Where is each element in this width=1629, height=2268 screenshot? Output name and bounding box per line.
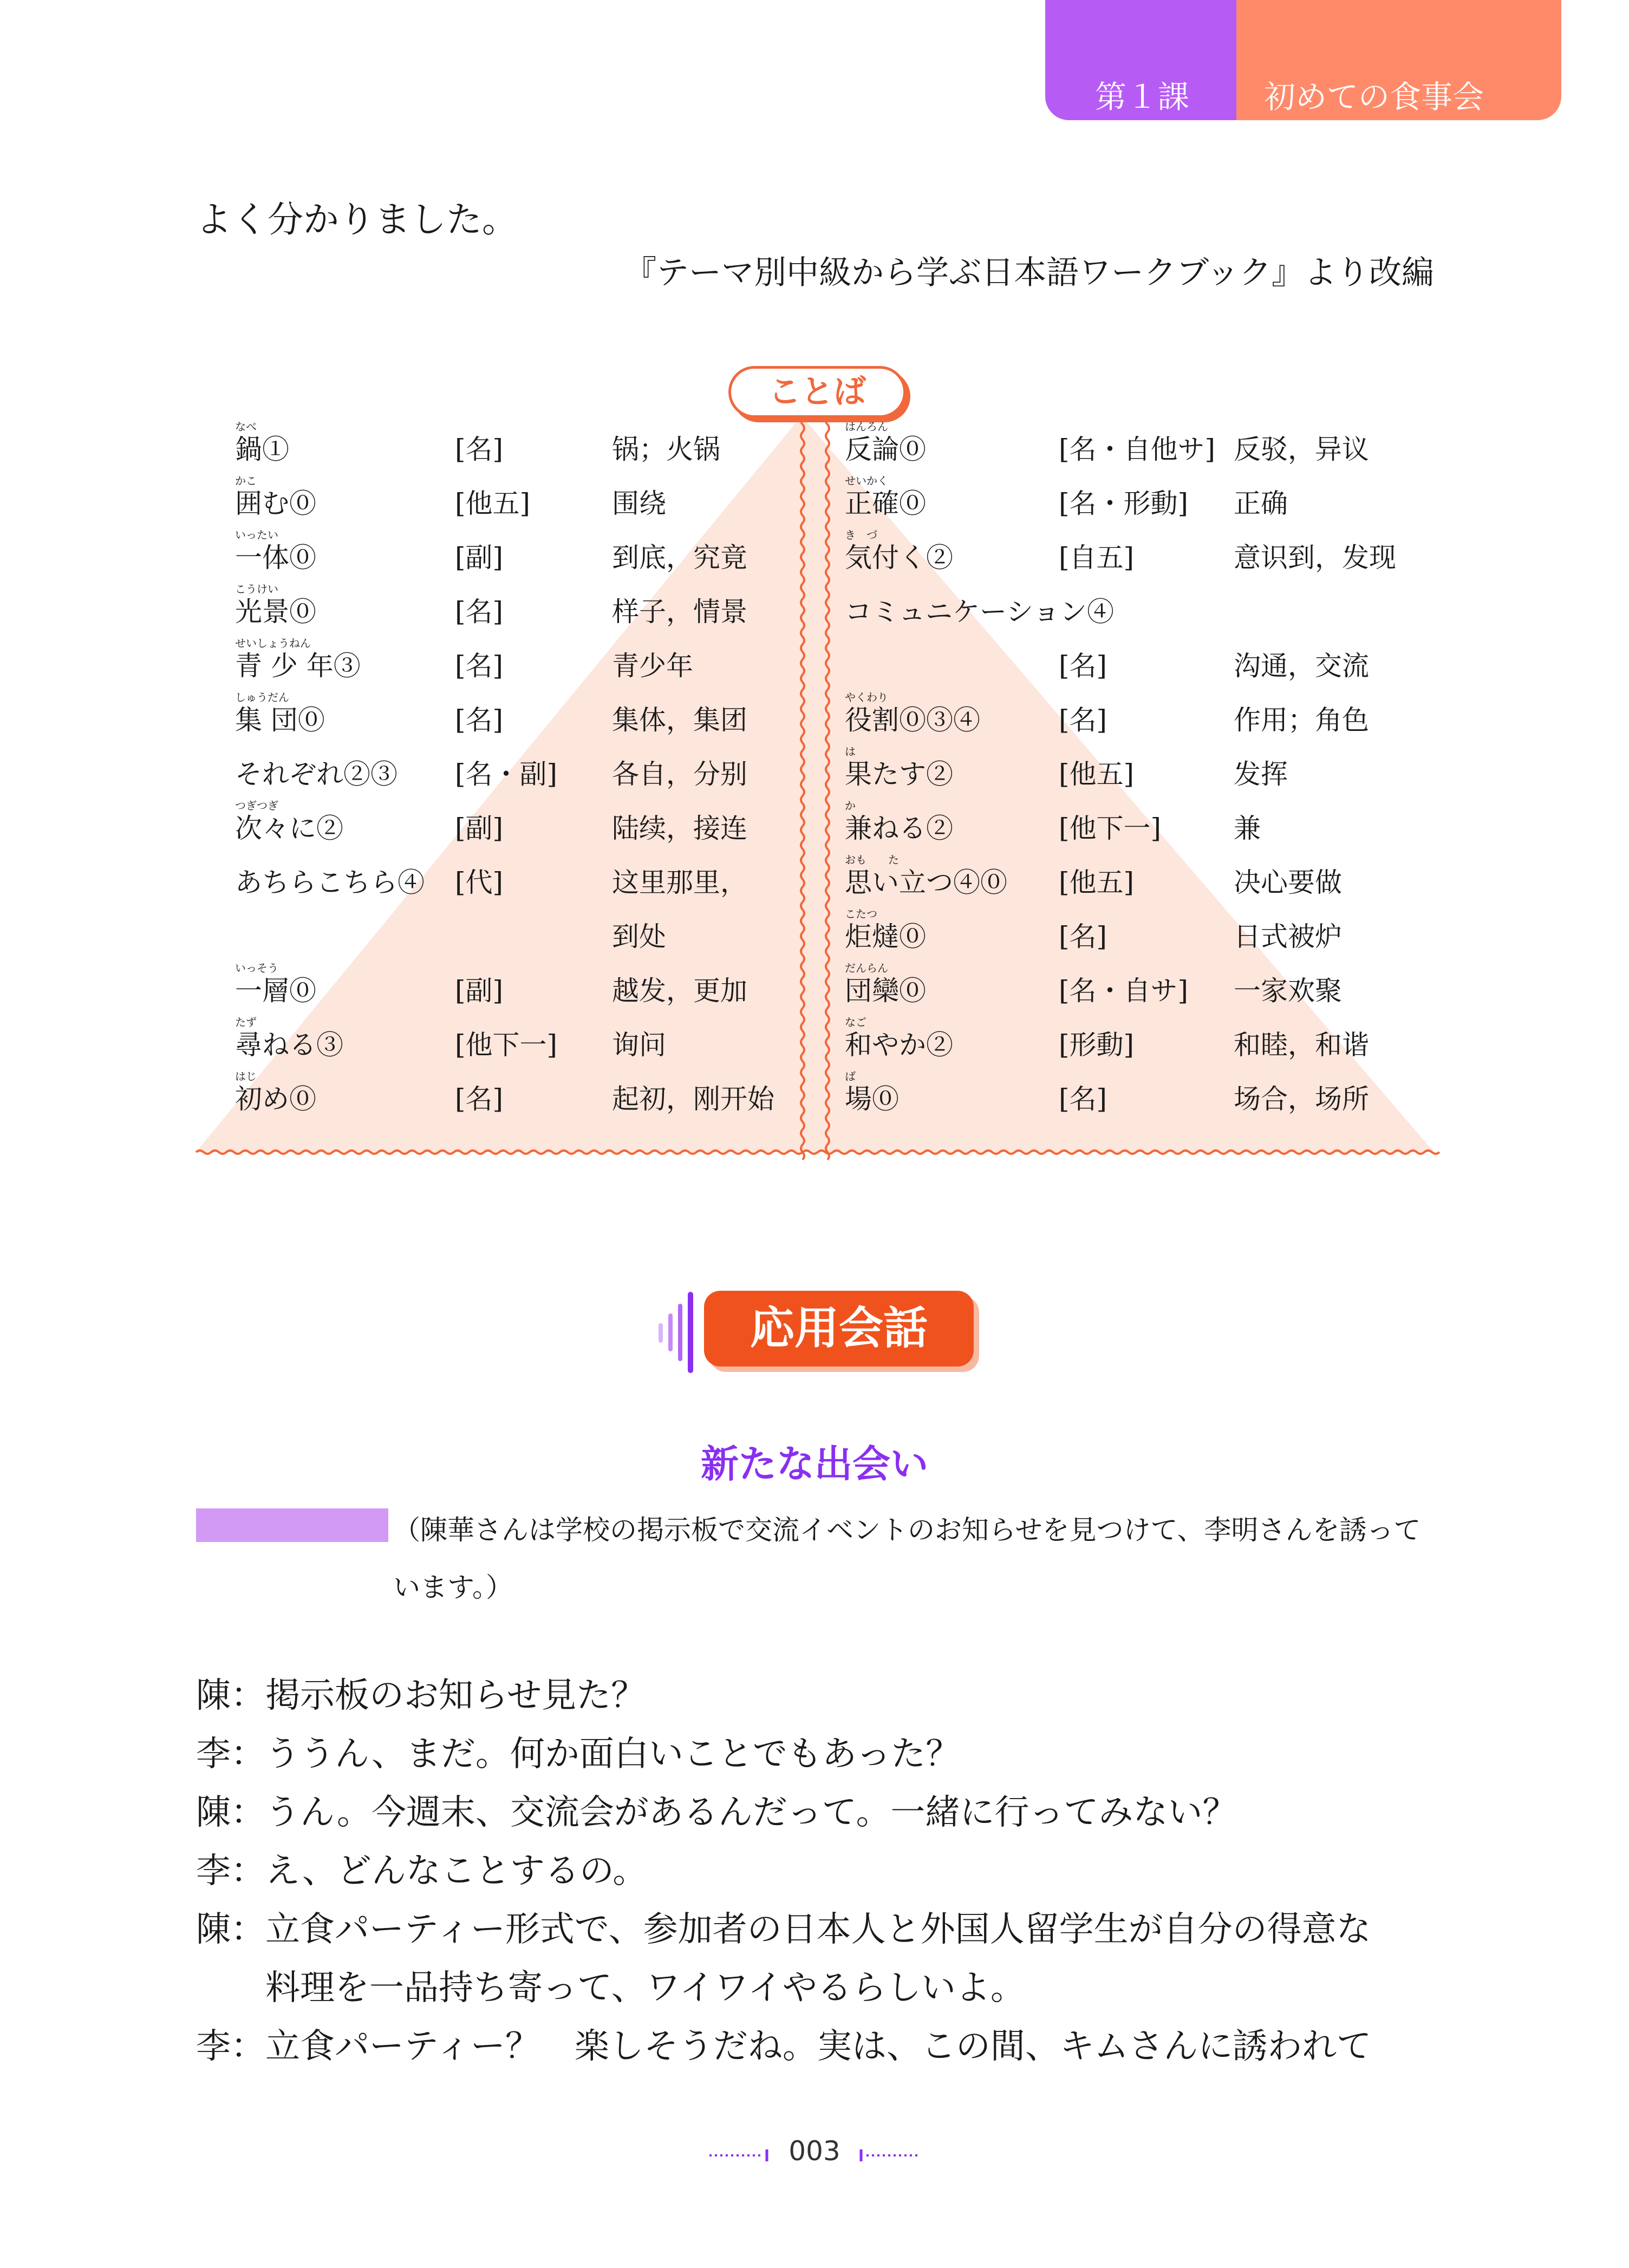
section-title: 応用会話 [750,1303,928,1354]
vocab-reading: だんらん [845,962,888,975]
vocab-word: 思い立つ④⓪ [845,867,1007,898]
vocab-meaning: 意识到，发现 [1234,542,1396,573]
vocab-meaning: 青少年 [612,650,693,682]
vocab-part-of-speech: [名・形動] [1059,488,1189,519]
vocab-meaning: 到底，究竟 [612,542,747,573]
vocab-part-of-speech: [副] [455,542,504,573]
vocab-reading: せいしょうねん [235,637,311,650]
vocab-word: それぞれ②③ [235,759,398,790]
vocab-part-of-speech: [名・副] [455,759,558,790]
dialogue-line: 李：え、どんなことするの。 [196,1851,648,1891]
vocab-part-of-speech: [名・自サ] [1059,975,1189,1006]
scene-marker [196,1508,388,1542]
vocab-part-of-speech: [副] [455,975,504,1006]
sound-bars-icon [656,1286,702,1378]
dialogue-line: 陳：うん。今週末、交流会があるんだって。一緒に行ってみない？ [196,1793,1237,1833]
vocab-word: 正確⓪ [845,488,926,519]
vocab-reading: はじ [235,1070,257,1083]
vocab-reading: かこ [235,474,257,487]
vocab-meaning: 询问 [612,1029,666,1061]
vocab-word: 光景⓪ [235,596,316,628]
vocab-meaning: 一家欢聚 [1234,975,1342,1006]
dialogue-line: 陳：立食パーティー形式で、参加者の日本人と外国人留学生が自分の得意な [196,1910,1371,1950]
vocab-reading: か [845,799,856,812]
vocab-word: 果たす② [845,759,953,790]
lesson-title: 初めての食事会 [1264,79,1484,115]
vocab-reading: こたつ [845,907,877,920]
vocab-part-of-speech: [形動] [1059,1029,1135,1061]
vocab-meaning: 作用；角色 [1234,704,1369,736]
vocab-meaning: 锅；火锅 [612,434,720,465]
vocab-part-of-speech: [名・自他サ] [1059,434,1216,465]
vocab-word: 鍋① [235,434,289,465]
vocab-meaning: 发挥 [1234,759,1288,790]
closing-line: よく分かりました。 [196,199,518,240]
vocab-word: 一体⓪ [235,542,316,573]
vocab-part-of-speech: [名] [455,596,504,628]
vocab-meaning: 日式被炉 [1234,921,1342,952]
lesson-number: 第１課 [1095,79,1190,115]
vocab-word: 炬燵⓪ [845,921,926,952]
vocab-meaning: 正确 [1234,488,1288,519]
vocab-reading: なご [845,1016,866,1029]
vocab-badge: ことば [728,366,906,418]
vocab-part-of-speech: [名] [455,1083,504,1115]
vocab-reading: いっそう [235,962,278,975]
scene-description-line2: います。） [393,1572,513,1603]
vocab-word: 場⓪ [845,1083,899,1115]
vocab-meaning: 场合，场所 [1234,1083,1369,1115]
vocab-meaning: 围绕 [612,488,666,519]
vocab-part-of-speech: [他五] [1059,867,1135,898]
vocab-part-of-speech: [他下一] [1059,813,1162,844]
vocab-reading: しゅうだん [235,691,289,704]
vocab-part-of-speech: [名] [1059,1083,1107,1115]
vocab-word: 気付く② [845,542,953,573]
vocab-part-of-speech: [名] [455,704,504,736]
vocab-word: 反論⓪ [845,434,926,465]
vocab-meaning: 样子，情景 [612,596,747,628]
vocab-meaning: 决心要做 [1234,867,1342,898]
vocab-reading: こうけい [235,583,278,596]
page-number: 003 [789,2135,840,2167]
vocab-word: 和やか② [845,1029,953,1061]
conversation-subtitle: 新たな出会い [701,1442,928,1486]
source-note: 『テーマ別中級から学ぶ日本語ワークブック』より改編 [624,254,1434,292]
vocab-meaning: 到处 [612,921,666,952]
vocab-word: 青 少 年③ [235,650,361,682]
vocab-reading: やくわり [845,691,888,704]
vocab-word: あちらこちら④ [235,867,425,898]
vocab-meaning: 各自，分别 [612,759,747,790]
vocab-meaning: 反驳，异议 [1234,434,1369,465]
vocab-word: 役割⓪③④ [845,704,980,736]
vocab-part-of-speech: [他五] [1059,759,1135,790]
vocab-part-of-speech: [名] [1059,921,1107,952]
vocab-meaning: 越发，更加 [612,975,747,1006]
vocab-reading: つぎつぎ [235,799,278,812]
vocab-meaning: 和睦，和谐 [1234,1029,1369,1061]
vocab-part-of-speech: [自五] [1059,542,1135,573]
vocab-meaning: 陆续，接连 [612,813,747,844]
dialogue-line: 李：ううん、まだ。何か面白いことでもあった？ [196,1734,961,1774]
vocab-part-of-speech: [名] [455,650,504,682]
dialogue-line: 李：立食パーティー？ 楽しそうだね。実は、この間、キムさんに誘われて [196,2027,1372,2067]
vocab-reading: せいかく [845,474,888,487]
vocab-word: 初め⓪ [235,1083,316,1115]
vocab-meaning: 沟通，交流 [1234,650,1369,682]
vocab-part-of-speech: [名] [1059,704,1107,736]
vocab-word: 兼ねる② [845,813,953,844]
vocab-meaning: 集体，集团 [612,704,747,736]
dialogue-line: 料理を一品持ち寄って、ワイワイやるらしいよ。 [196,1968,1025,2008]
vocab-word: 一層⓪ [235,975,316,1006]
dialogue-line: 陳：掲示板のお知らせ見た？ [196,1676,646,1716]
vocab-part-of-speech: [副] [455,813,504,844]
vocab-word: 次々に② [235,813,343,844]
vocab-part-of-speech: [名] [455,434,504,465]
vocab-reading: なべ [235,420,257,433]
vocab-reading: はんろん [845,420,888,433]
vocab-meaning: 起初，刚开始 [612,1083,774,1115]
vocab-word: 尋ねる③ [235,1029,343,1061]
vocab-reading: いったい [235,528,278,541]
vocab-reading: たず [235,1016,257,1029]
vocab-word: コミュニケーション④ [845,596,1114,628]
vocab-part-of-speech: [名] [1059,650,1107,682]
vocab-meaning: 这里那里， [612,867,747,898]
vocab-part-of-speech: [他下一] [455,1029,558,1061]
vocab-reading: は [845,745,856,758]
vocab-reading: ば [845,1070,856,1083]
scene-description-line1: （陳華さんは学校の掲示板で交流イベントのお知らせを見つけて、李明さんを誘って [393,1514,1421,1546]
vocab-reading: き づ [845,528,877,541]
vocab-part-of-speech: [代] [455,867,504,898]
vocab-part-of-speech: [他五] [455,488,531,519]
vocab-word: 囲む⓪ [235,488,316,519]
vocab-word: 集 団⓪ [235,704,325,736]
vocab-meaning: 兼 [1234,813,1261,844]
vocab-word: 団欒⓪ [845,975,926,1006]
vocab-reading: おも た [845,853,899,866]
